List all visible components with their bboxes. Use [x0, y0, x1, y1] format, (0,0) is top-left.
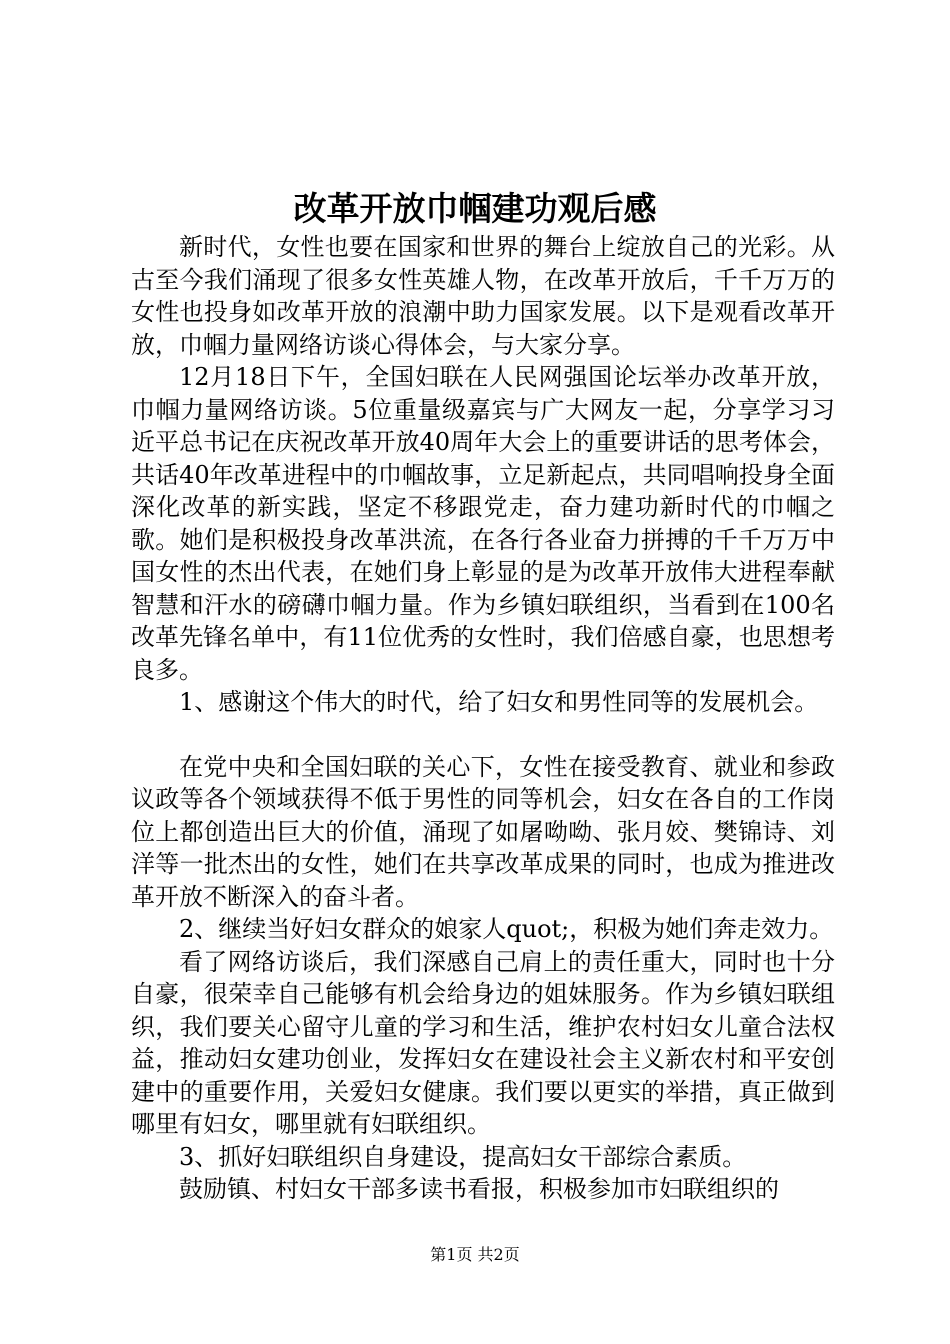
- document-body: [131, 231, 835, 1206]
- paragraph-intro: 新时代，女性也要在国家和世界的舞台上绽放自己的光彩。从古至今我们涌现了很多女性英雄人物，在改革开放后，千千万万的女性也投身如改革开放的浪潮中助力国家发展。以下是观看改革开放，巾帼力量网络访谈心得体会，与大家分享。: [131, 233, 835, 359]
- paragraph-point-1: 在党中央和全国妇联的关心下，女性在接受教育、就业和参政议政等各个领域获得不低于男性的同等机会，妇女在各自的工作岗位上都创造出巨大的价值，涌现了如屠呦呦、张月姣、樊锦诗、刘洋等一批杰出的女性，她们在共享改革成果的同时，也成为推进改革开放不断深入的奋斗者。: [131, 752, 835, 911]
- page-title: 改革开放巾帼建功观后感: [293, 189, 657, 228]
- paragraph-point-3: 鼓励镇、村妇女干部多读书看报，积极参加市妇联组织的: [179, 1175, 779, 1203]
- heading-point-3: 3、抓好妇联组织自身建设，提高妇女干部综合素质。: [179, 1142, 747, 1171]
- heading-point-2: 2、继续当好妇女群众的娘家人quot;，积极为她们奔走效力。: [179, 915, 834, 943]
- heading-point-1: 1、感谢这个伟大的时代，给了妇女和男性同等的发展机会。: [179, 688, 819, 716]
- page-number: 第1页 共2页: [430, 1245, 520, 1264]
- paragraph-event: 12月18日下午，全国妇联在人民网强国论坛举办改革开放，巾帼力量网络访谈。5位重量级嘉宾与广大网友一起，分享学习习近平总书记在庆祝改革开放40周年大会上的重要讲话的思考体会，共话40年改革进程中的巾帼故事，立足新起点，共同唱响投身全面深化改革的新实践，坚定不移跟党走，奋力建功新时代的巾帼之歌。她们是积极投身改革洪流，在各行各业奋力拼搏的千千万万中国女性的杰出代表，在她们身上彰显的是为改革开放伟大进程奉献智慧和汗水的磅礴巾帼力量。作为乡镇妇联组织，当看到在100名改革先锋名单中，有11位优秀的女性时，我们倍感自豪，也思想考良多。: [131, 363, 835, 684]
- paragraph-point-2: 看了网络访谈后，我们深感自己肩上的责任重大，同时也十分自豪，很荣幸自己能够有机会给身边的姐妹服务。作为乡镇妇联组织，我们要关心留守儿童的学习和生活，维护农村妇女儿童合法权益，推动妇女建功创业，发挥妇女在建设社会主义新农村和平安创建中的重要作用，关爱妇女健康。我们要以更实的举措，真正做到哪里有妇女，哪里就有妇联组织。: [131, 947, 835, 1138]
